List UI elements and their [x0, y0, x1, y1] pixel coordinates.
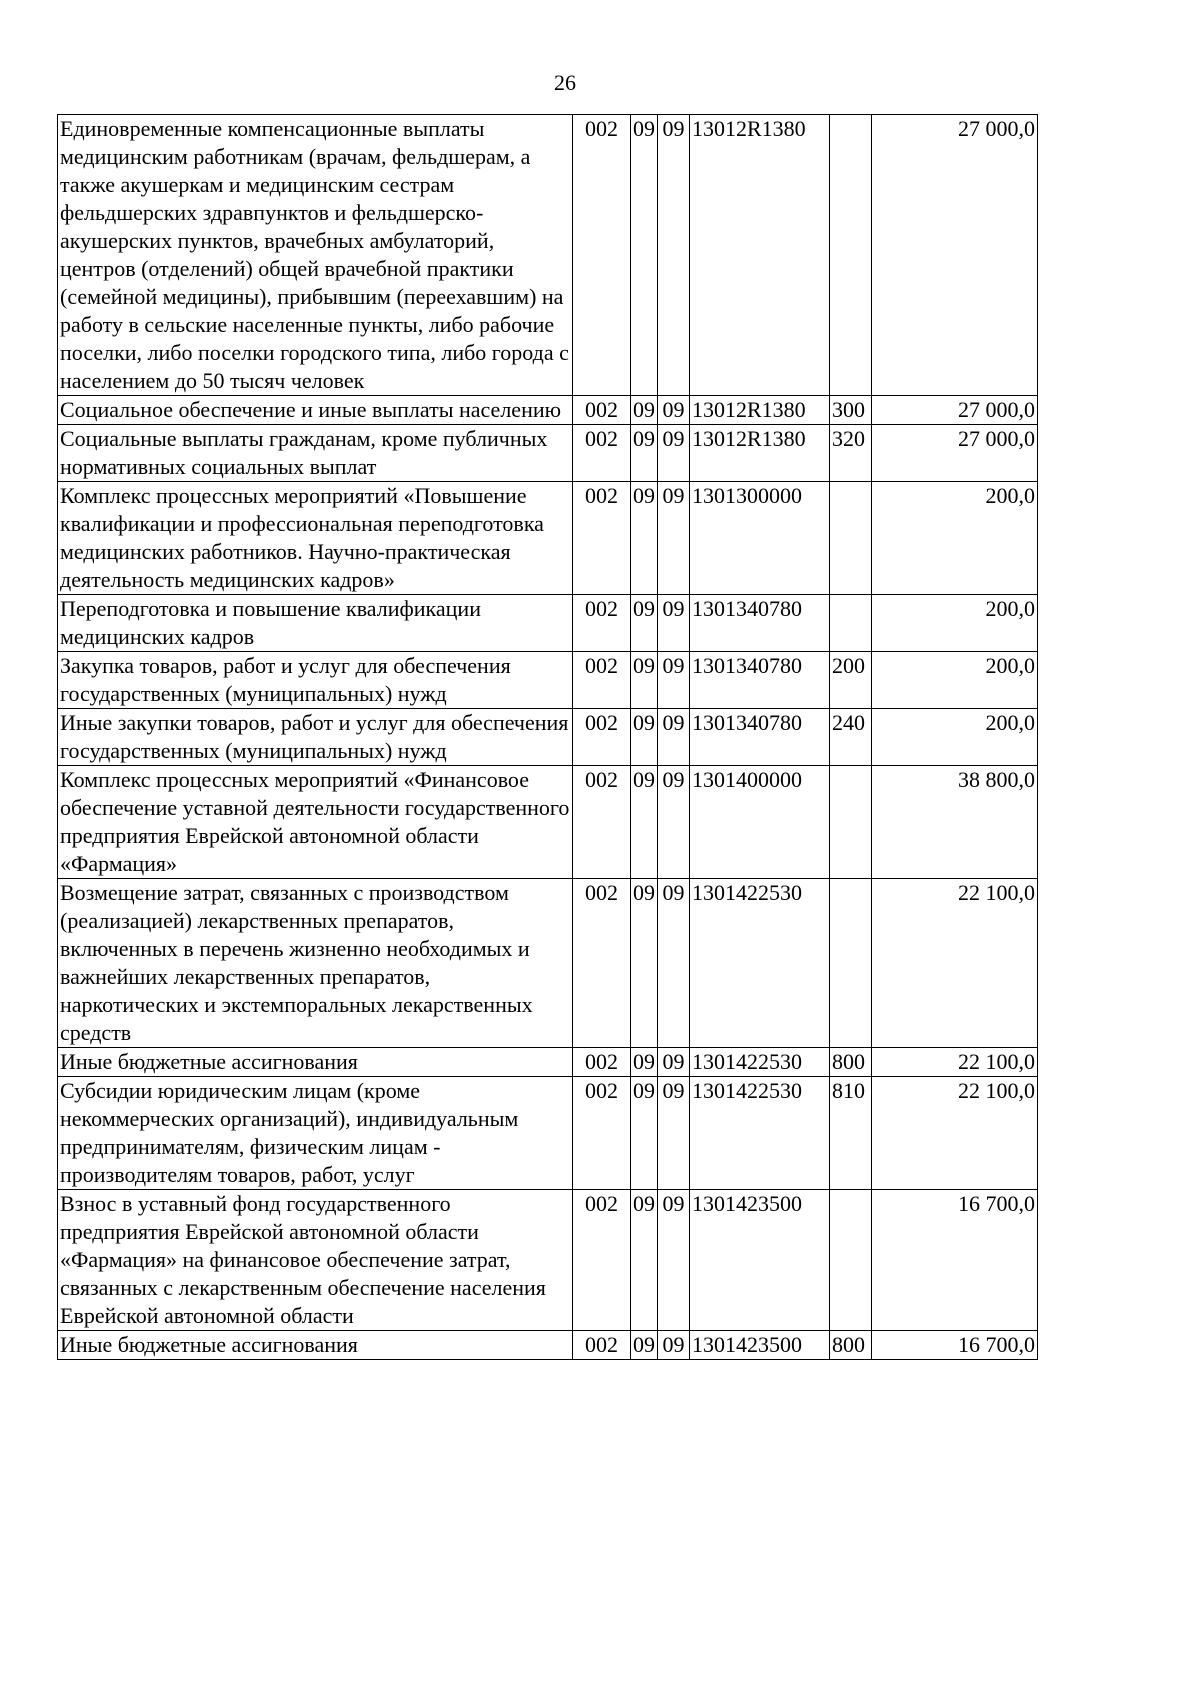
expense-type-cell: [830, 766, 872, 879]
department-code-cell: 002: [573, 709, 631, 766]
expense-type-cell: [830, 482, 872, 595]
amount-cell: 22 100,0: [872, 1077, 1038, 1190]
department-code-cell: 002: [573, 482, 631, 595]
section-cell: 09: [631, 1331, 658, 1360]
section-cell: 09: [631, 766, 658, 879]
expense-type-cell: 320: [830, 425, 872, 482]
subsection-cell: 09: [658, 652, 690, 709]
subsection-cell: 09: [658, 482, 690, 595]
expense-type-cell: 810: [830, 1077, 872, 1190]
table-row: [58, 766, 1038, 879]
amount-cell: 27 000,0: [872, 115, 1038, 396]
amount-cell: 27 000,0: [872, 396, 1038, 425]
table-row: [58, 652, 1038, 709]
subsection-cell: 09: [658, 1077, 690, 1190]
target-article-cell: 1301340780: [690, 709, 830, 766]
target-article-cell: 13012R1380: [690, 425, 830, 482]
expense-name-cell: Социальные выплаты гражданам, кроме публичных нормативных социальных выплат: [58, 425, 573, 482]
department-code-cell: 002: [573, 652, 631, 709]
subsection-cell: 09: [658, 115, 690, 396]
table-row: [58, 396, 1038, 425]
table-row: [58, 709, 1038, 766]
department-code-cell: 002: [573, 115, 631, 396]
expense-name-cell: Закупка товаров, работ и услуг для обеспечения государственных (муниципальных) нужд: [58, 652, 573, 709]
expense-name-cell: Единовременные компенсационные выплаты медицинским работникам (врачам, фельдшерам, а также акушеркам и медицинским сестрам фельдшерских здравпунктов и фельдшерско-акушерских пунктов, врачебных амбулаторий, центров (отделений) общей врачебной практики (семейной медицины), прибывшим (переехавшим) на работу в сельские населенные пункты, либо рабочие поселки, либо поселки городского типа, либо города с населением до 50 тысяч человек: [58, 115, 573, 396]
target-article-cell: 1301340780: [690, 595, 830, 652]
section-cell: 09: [631, 595, 658, 652]
department-code-cell: 002: [573, 1331, 631, 1360]
target-article-cell: 1301340780: [690, 652, 830, 709]
amount-cell: 200,0: [872, 595, 1038, 652]
subsection-cell: 09: [658, 709, 690, 766]
amount-cell: 200,0: [872, 652, 1038, 709]
section-cell: 09: [631, 425, 658, 482]
section-cell: 09: [631, 1077, 658, 1190]
target-article-cell: 1301423500: [690, 1190, 830, 1331]
section-cell: 09: [631, 709, 658, 766]
table-row: [58, 1048, 1038, 1077]
department-code-cell: 002: [573, 425, 631, 482]
target-article-cell: 1301422530: [690, 1077, 830, 1190]
target-article-cell: 13012R1380: [690, 115, 830, 396]
department-code-cell: 002: [573, 396, 631, 425]
subsection-cell: 09: [658, 879, 690, 1048]
expense-name-cell: Возмещение затрат, связанных с производством (реализацией) лекарственных препаратов, включенных в перечень жизненно необходимых и важнейших лекарственных препаратов, наркотических и экстемпоральных лекарственных средств: [58, 879, 573, 1048]
expense-type-cell: 240: [830, 709, 872, 766]
expense-name-cell: Иные бюджетные ассигнования: [58, 1331, 573, 1360]
section-cell: 09: [631, 396, 658, 425]
amount-cell: 22 100,0: [872, 1048, 1038, 1077]
section-cell: 09: [631, 115, 658, 396]
section-cell: 09: [631, 482, 658, 595]
section-cell: 09: [631, 879, 658, 1048]
amount-cell: 16 700,0: [872, 1331, 1038, 1360]
expense-name-cell: Переподготовка и повышение квалификации медицинских кадров: [58, 595, 573, 652]
target-article-cell: 1301422530: [690, 879, 830, 1048]
table-row: [58, 1331, 1038, 1360]
subsection-cell: 09: [658, 766, 690, 879]
target-article-cell: 1301300000: [690, 482, 830, 595]
expense-name-cell: Взнос в уставный фонд государственного предприятия Еврейской автономной области «Фармация» на финансовое обеспечение затрат, связанных с лекарственным обеспечение населения Еврейской автономной области: [58, 1190, 573, 1331]
department-code-cell: 002: [573, 595, 631, 652]
table-row: [58, 482, 1038, 595]
amount-cell: 27 000,0: [872, 425, 1038, 482]
amount-cell: 16 700,0: [872, 1190, 1038, 1331]
department-code-cell: 002: [573, 879, 631, 1048]
expense-name-cell: Иные закупки товаров, работ и услуг для обеспечения государственных (муниципальных) нужд: [58, 709, 573, 766]
section-cell: 09: [631, 652, 658, 709]
table-row: [58, 425, 1038, 482]
subsection-cell: 09: [658, 396, 690, 425]
department-code-cell: 002: [573, 1048, 631, 1077]
amount-cell: 200,0: [872, 709, 1038, 766]
expense-name-cell: Комплекс процессных мероприятий «Повышение квалификации и профессиональная переподготовка медицинских работников. Научно-практическая деятельность медицинских кадров»: [58, 482, 573, 595]
amount-cell: 38 800,0: [872, 766, 1038, 879]
expense-type-cell: 300: [830, 396, 872, 425]
expense-name-cell: Социальное обеспечение и иные выплаты населению: [58, 396, 573, 425]
amount-cell: 22 100,0: [872, 879, 1038, 1048]
subsection-cell: 09: [658, 1048, 690, 1077]
table-row: [58, 595, 1038, 652]
department-code-cell: 002: [573, 1077, 631, 1190]
target-article-cell: 1301422530: [690, 1048, 830, 1077]
table-row: [58, 1190, 1038, 1331]
table-row: [58, 879, 1038, 1048]
table-row: [58, 1077, 1038, 1190]
expense-name-cell: Комплекс процессных мероприятий «Финансовое обеспечение уставной деятельности государственного предприятия Еврейской автономной области «Фармация»: [58, 766, 573, 879]
subsection-cell: 09: [658, 595, 690, 652]
expense-name-cell: Субсидии юридическим лицам (кроме некоммерческих организаций), индивидуальным предпринимателям, физическим лицам - производителям товаров, работ, услуг: [58, 1077, 573, 1190]
subsection-cell: 09: [658, 1331, 690, 1360]
target-article-cell: 13012R1380: [690, 396, 830, 425]
table-row: [58, 115, 1038, 396]
target-article-cell: 1301423500: [690, 1331, 830, 1360]
expense-type-cell: [830, 1190, 872, 1331]
section-cell: 09: [631, 1190, 658, 1331]
page-number: 26: [554, 70, 576, 95]
department-code-cell: 002: [573, 1190, 631, 1331]
department-code-cell: 002: [573, 766, 631, 879]
subsection-cell: 09: [658, 425, 690, 482]
amount-cell: 200,0: [872, 482, 1038, 595]
expense-type-cell: 200: [830, 652, 872, 709]
target-article-cell: 1301400000: [690, 766, 830, 879]
subsection-cell: 09: [658, 1190, 690, 1331]
section-cell: 09: [631, 1048, 658, 1077]
expense-name-cell: Иные бюджетные ассигнования: [58, 1048, 573, 1077]
expense-type-cell: [830, 115, 872, 396]
budget-table: [57, 114, 1038, 1360]
expense-type-cell: [830, 595, 872, 652]
expense-type-cell: [830, 879, 872, 1048]
expense-type-cell: 800: [830, 1048, 872, 1077]
expense-type-cell: 800: [830, 1331, 872, 1360]
